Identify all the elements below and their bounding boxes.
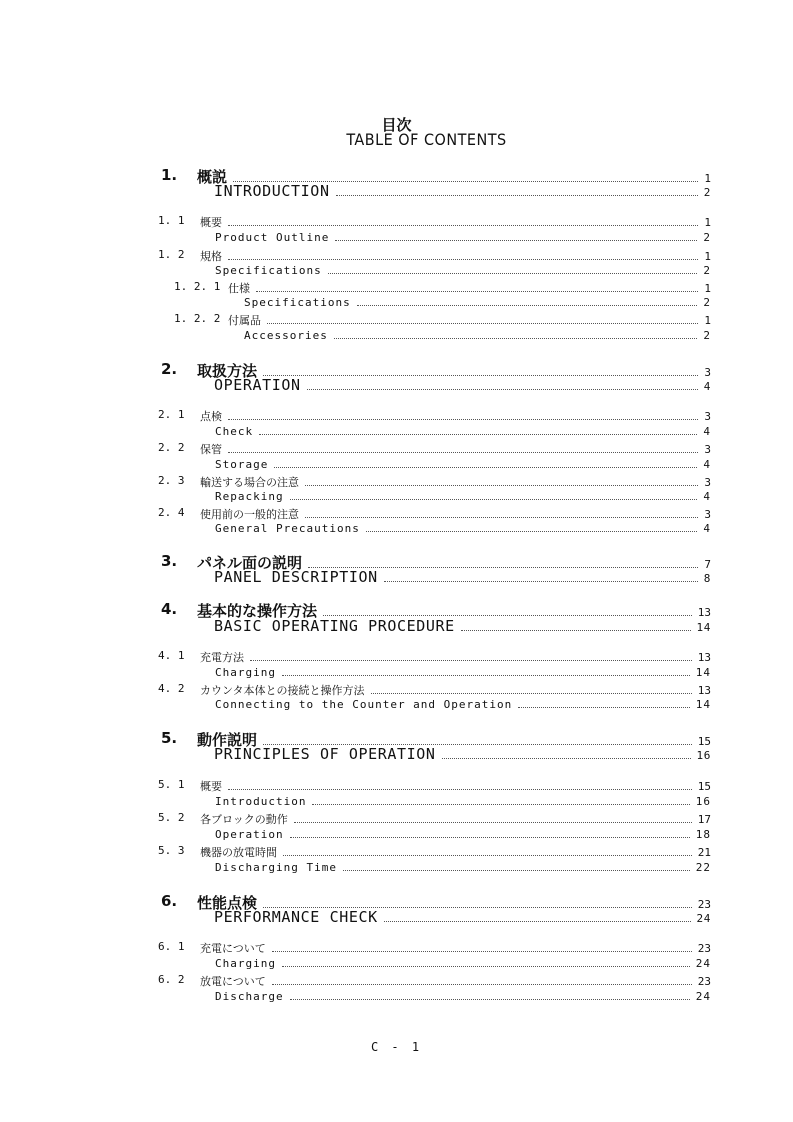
toc-entry-label: Connecting to the Counter and Operation [215, 698, 513, 711]
toc-entry-page: 14 [696, 621, 711, 634]
toc-entry-number: 2. 2 [158, 441, 185, 454]
toc-entry-label: PRINCIPLES OF OPERATION [214, 745, 436, 763]
toc-entry-label: Operation [215, 828, 284, 841]
toc-entry [0, 844, 793, 860]
toc-entry [0, 506, 793, 522]
toc-entry [0, 490, 793, 503]
toc-entry-page: 4 [703, 522, 711, 535]
dot-leader [290, 998, 690, 1000]
toc-entry-label: 保管 [200, 443, 222, 456]
toc-entry [0, 861, 793, 874]
toc-entry-number: 2. 3 [158, 474, 185, 487]
toc-entry-number: 2. 4 [158, 506, 185, 519]
toc-entry-page: 4 [703, 490, 711, 503]
toc-entry-number: 1. 2. 2 [174, 312, 221, 325]
toc-entry-page: 2 [703, 329, 711, 342]
toc-entry-number: 2. 1 [158, 408, 185, 421]
toc-entry [0, 280, 793, 296]
dot-leader [305, 484, 698, 486]
toc-entry-page: 13 [697, 684, 711, 697]
toc-entry [0, 940, 793, 956]
toc-entry-number: 6. [161, 892, 178, 910]
page-number-footer: C - 1 [370, 1040, 423, 1054]
toc-entry-number: 4. [161, 600, 178, 618]
toc-entry [0, 666, 793, 679]
toc-entry-number: 4. 2 [158, 682, 185, 695]
toc-entry-page: 3 [704, 443, 711, 456]
toc-entry-label: Storage [215, 458, 269, 471]
dot-leader [290, 498, 698, 500]
toc-entry-page: 1 [704, 216, 711, 229]
toc-entry-label: BASIC OPERATING PROCEDURE [214, 617, 455, 635]
dot-leader [384, 920, 691, 922]
toc-entry-page: 13 [697, 651, 711, 664]
toc-entry [0, 296, 793, 309]
toc-entry-page: 14 [695, 666, 711, 679]
toc-entry [0, 957, 793, 970]
toc-entry-number: 1. 1 [158, 214, 185, 227]
toc-entry-page: 2 [703, 186, 711, 199]
toc-entry [0, 795, 793, 808]
toc-entry-page: 23 [697, 898, 711, 911]
dot-leader [366, 530, 698, 532]
toc-entry-label: 規格 [200, 250, 222, 263]
toc-entry-page: 24 [695, 957, 711, 970]
toc-entry-label: OPERATION [214, 376, 301, 394]
toc-entry [0, 408, 793, 424]
toc-entry-page: 16 [695, 795, 711, 808]
toc-entry [0, 522, 793, 535]
dot-leader [335, 239, 697, 241]
toc-entry-number: 3. [161, 552, 178, 570]
dot-leader [228, 258, 698, 260]
toc-entry-page: 23 [697, 942, 711, 955]
dot-leader [336, 194, 698, 196]
toc-entry-label: Product Outline [215, 231, 330, 244]
dot-leader [312, 803, 689, 805]
toc-entry [0, 908, 793, 926]
toc-entry-number: 1. 2. 1 [174, 280, 221, 293]
toc-entry-label: 仕様 [228, 282, 250, 295]
dot-leader [274, 466, 697, 468]
toc-entry-page: 14 [695, 698, 711, 711]
toc-entry-label: パネル面の説明 [197, 554, 303, 572]
toc-entry-page: 1 [704, 250, 711, 263]
toc-entry-label: 各ブロックの動作 [200, 813, 288, 826]
toc-entry-number: 5. 3 [158, 844, 185, 857]
toc-entry [0, 617, 793, 635]
page-title-jp: 目次 [381, 116, 412, 134]
toc-entry [0, 990, 793, 1003]
toc-entry-page: 2 [703, 231, 711, 244]
toc-entry-page: 23 [697, 975, 711, 988]
toc-entry [0, 649, 793, 665]
toc-entry-page: 17 [697, 813, 711, 826]
toc-entry-label: 付属品 [228, 314, 261, 327]
toc-entry-label: Discharge [215, 990, 284, 1003]
toc-entry [0, 312, 793, 328]
toc-entry-page: 3 [704, 410, 711, 423]
toc-entry-page: 16 [696, 749, 711, 762]
toc-entry-label: 充電について [200, 942, 266, 955]
toc-entry-label: INTRODUCTION [214, 182, 330, 200]
dot-leader [328, 272, 698, 274]
toc-entry-number: 5. 1 [158, 778, 185, 791]
dot-leader [228, 224, 698, 226]
toc-entry-label: 点検 [200, 410, 222, 423]
toc-entry [0, 376, 793, 394]
dot-leader [461, 629, 691, 631]
dot-leader [343, 869, 690, 871]
toc-entry-page: 8 [703, 572, 711, 585]
toc-entry-page: 15 [697, 780, 711, 793]
toc-entry-page: 21 [697, 846, 711, 859]
toc-entry-label: 概要 [200, 216, 222, 229]
toc-entry [0, 682, 793, 698]
toc-entry [0, 182, 793, 200]
dot-leader [323, 614, 692, 616]
toc-entry [0, 973, 793, 989]
toc-entry [0, 425, 793, 438]
toc-entry-page: 3 [704, 366, 711, 379]
toc-entry-number: 2. [161, 360, 178, 378]
toc-entry-label: カウンタ本体との接続と操作方法 [200, 684, 365, 697]
toc-entry-page: 24 [696, 912, 711, 925]
toc-entry-page: 24 [695, 990, 711, 1003]
dot-leader [250, 659, 692, 661]
toc-entry-page: 15 [697, 735, 711, 748]
toc-entry-label: PANEL DESCRIPTION [214, 568, 378, 586]
toc-entry-label: 輸送する場合の注意 [200, 476, 299, 489]
toc-entry [0, 329, 793, 342]
toc-entry-label: 放電について [200, 975, 266, 988]
toc-entry-label: Check [215, 425, 254, 438]
toc-entry-page: 13 [697, 606, 711, 619]
toc-entry-page: 3 [704, 476, 711, 489]
toc-entry-page: 1 [704, 314, 711, 327]
toc-entry [0, 811, 793, 827]
toc-entry-page: 18 [695, 828, 711, 841]
toc-entry [0, 568, 793, 586]
toc-entry-label: 使用前の一般的注意 [200, 508, 299, 521]
toc-entry [0, 248, 793, 264]
toc-entry-page: 3 [704, 508, 711, 521]
dot-leader [228, 788, 692, 790]
toc-entry-label: General Precautions [215, 522, 360, 535]
dot-leader [283, 854, 692, 856]
dot-leader [282, 965, 690, 967]
dot-leader [228, 451, 698, 453]
toc-entry [0, 458, 793, 471]
toc-entry [0, 778, 793, 794]
toc-entry-number: 5. 2 [158, 811, 185, 824]
toc-entry-number: 5. [161, 729, 178, 747]
dot-leader [371, 692, 692, 694]
toc-entry [0, 231, 793, 244]
toc-entry [0, 698, 793, 711]
toc-entry [0, 214, 793, 230]
toc-entry [0, 441, 793, 457]
dot-leader [334, 337, 698, 339]
toc-entry-label: Accessories [244, 329, 328, 342]
toc-entry-label: 充電方法 [200, 651, 244, 664]
toc-entry-page: 7 [704, 558, 711, 571]
dot-leader [518, 706, 689, 708]
dot-leader [384, 580, 698, 582]
toc-entry-label: 概要 [200, 780, 222, 793]
toc-entry-label: Introduction [215, 795, 307, 808]
toc-entry [0, 474, 793, 490]
toc-entry-label: 取扱方法 [197, 362, 258, 380]
toc-entry-page: 4 [703, 380, 711, 393]
dot-leader [282, 674, 690, 676]
toc-entry-label: Specifications [215, 264, 322, 277]
dot-leader [272, 950, 692, 952]
toc-entry-label: PERFORMANCE CHECK [214, 908, 378, 926]
dot-leader [228, 418, 698, 420]
toc-entry-page: 4 [703, 458, 711, 471]
toc-entry [0, 828, 793, 841]
toc-entry-label: Specifications [244, 296, 351, 309]
toc-entry-label: 機器の放電時間 [200, 846, 277, 859]
toc-entry-number: 1. [161, 166, 178, 184]
toc-entry-page: 4 [703, 425, 711, 438]
dot-leader [294, 821, 692, 823]
dot-leader [290, 836, 690, 838]
toc-entry-page: 1 [704, 172, 711, 185]
dot-leader [442, 757, 691, 759]
toc-entry-label: 概説 [197, 168, 228, 186]
dot-leader [307, 388, 698, 390]
toc-entry [0, 264, 793, 277]
toc-entry-number: 6. 2 [158, 973, 185, 986]
toc-entry-label: 基本的な操作方法 [197, 602, 318, 620]
toc-entry-page: 2 [703, 264, 711, 277]
toc-entry-label: 性能点検 [197, 894, 258, 912]
toc-entry-number: 1. 2 [158, 248, 185, 261]
dot-leader [357, 304, 698, 306]
toc-entry-page: 2 [703, 296, 711, 309]
toc-entry-number: 6. 1 [158, 940, 185, 953]
toc-entry-label: Discharging Time [215, 861, 337, 874]
toc-entry-label: 動作説明 [197, 731, 258, 749]
toc-entry-label: Charging [215, 666, 276, 679]
page-title: TABLE OF CONTENTS [346, 130, 507, 149]
toc-entry-number: 4. 1 [158, 649, 185, 662]
toc-entry-page: 22 [695, 861, 711, 874]
toc-entry-label: Charging [215, 957, 276, 970]
dot-leader [272, 983, 692, 985]
dot-leader [305, 516, 698, 518]
toc-entry-label: Repacking [215, 490, 284, 503]
dot-leader [267, 322, 698, 324]
dot-leader [256, 290, 698, 292]
toc-entry-page: 1 [704, 282, 711, 295]
toc-entry [0, 745, 793, 763]
dot-leader [259, 433, 697, 435]
